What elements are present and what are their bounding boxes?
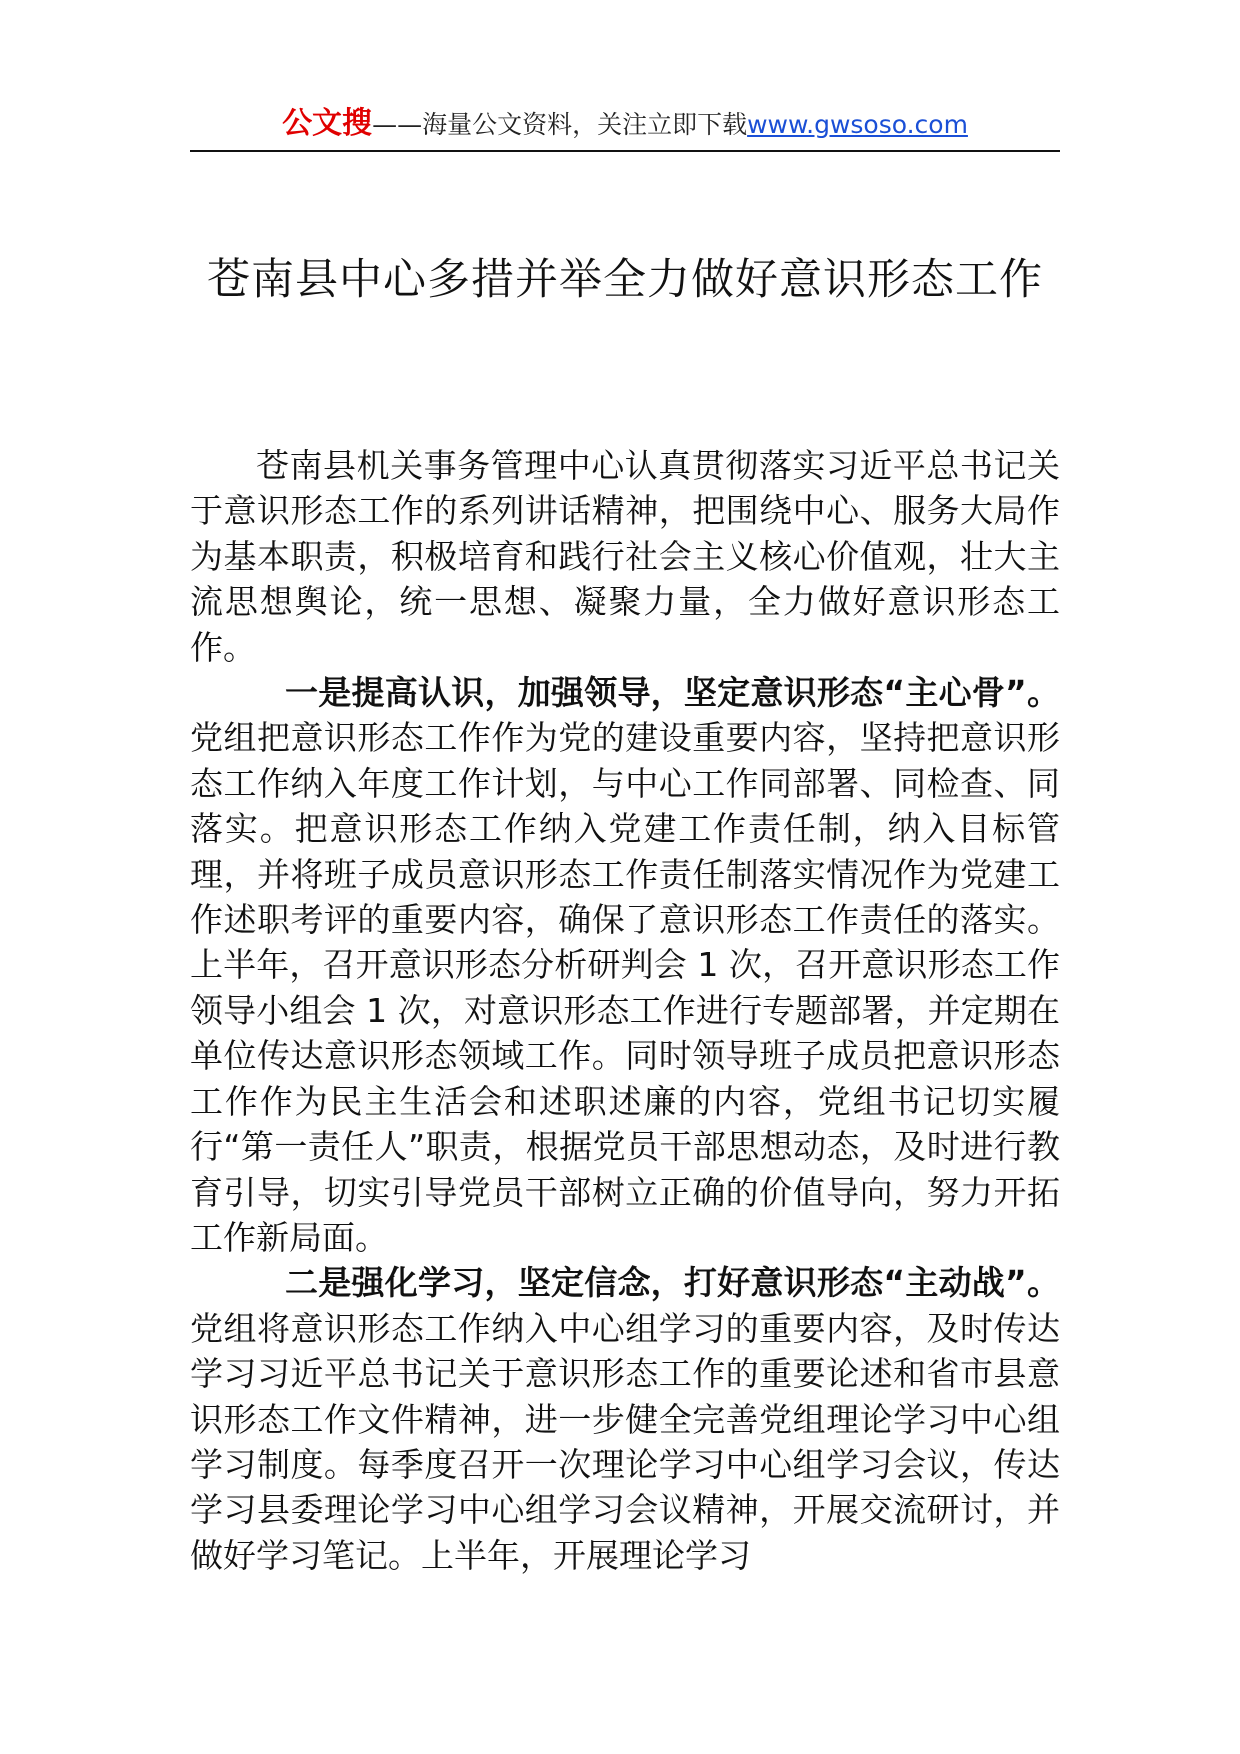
header-divider bbox=[190, 150, 1060, 152]
page-header bbox=[190, 104, 1060, 152]
paragraph-text: 苍南县机关事务管理中心认真贯彻落实习近平总书记关于意识形态工作的系列讲话精神，把围绕中心、服务大局作为基本职责，积极培育和践行社会主义核心价值观，壮大主流思想舆论，统一思想、凝聚力量，全力做好意识形态工作。 bbox=[190, 446, 1060, 667]
paragraph-lead: 一是提高认识，加强领导，坚定意识形态“主心骨”。 bbox=[285, 673, 1060, 713]
document-title: 苍南县中心多措并举全力做好意识形态工作 bbox=[207, 255, 1043, 305]
document-body bbox=[190, 443, 1060, 1578]
paragraph-lead: 二是强化学习，坚定信念，打好意识形态“主动战”。 bbox=[285, 1263, 1060, 1303]
brand-logo-text: 公文搜 bbox=[282, 106, 373, 141]
intro-paragraph bbox=[190, 443, 1060, 670]
website-link[interactable]: www.gwsoso.com bbox=[747, 110, 968, 139]
section-paragraph-1 bbox=[190, 670, 1060, 1260]
section-paragraph-2 bbox=[190, 1260, 1060, 1578]
paragraph-text: 党组将意识形态工作纳入中心组学习的重要内容，及时传达学习习近平总书记关于意识形态工作的重要论述和省市县意识形态工作文件精神，进一步健全完善党组理论学习中心组学习制度。每季度召开一次理论学习中心组学习会议，传达学习县委理论学习中心组学习会议精神，开展交流研讨，并做好学习笔记。上半年，开展理论学习 bbox=[190, 1308, 1060, 1575]
header-tagline: ——海量公文资料，关注立即下载 bbox=[372, 110, 748, 139]
paragraph-text: 党组把意识形态工作作为党的建设重要内容，坚持把意识形态工作纳入年度工作计划，与中心工作同部署、同检查、同落实。把意识形态工作纳入党建工作责任制，纳入目标管理，并将班子成员意识形态工作责任制落实情况作为党建工作述职考评的重要内容，确保了意识形态工作责任的落实。上半年，召开意识形态分析研判会 1 次，召开意识形态工作领导小组会 1 次，对意识形态工作进行专题部署，并定期在单位传达意识形态领域工作。同时领导班子成员把意识形态工作作为民主生活会和述职述廉的内容，党组书记切实履行“第一责任人”职责，根据党员干部思想动态，及时进行教育引导，切实引导党员干部树立正确的价值导向，努力开拓工作新局面。 bbox=[190, 718, 1060, 1257]
